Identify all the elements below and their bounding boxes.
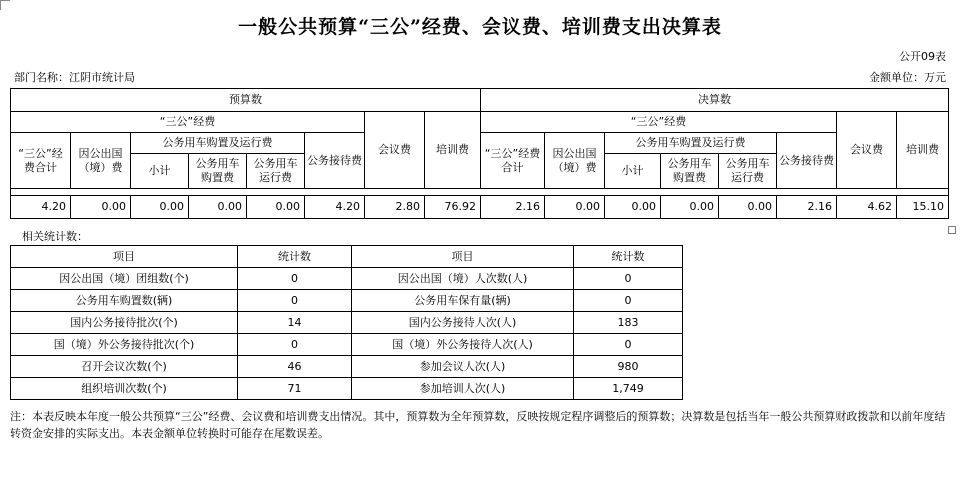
final-vehicle-header: 公务用车购置及运行费 [605,133,777,154]
final-operation-header: 公务用车运行费 [719,154,777,189]
stats-item-header: 项目 [352,246,574,268]
stats-right-value: 980 [574,356,683,378]
budget-operation-header: 公务用车运行费 [247,154,305,189]
final-total-value: 2.16 [481,196,545,219]
stats-right-item: 因公出国（境）人次数(人) [352,268,574,290]
final-subtotal-header: 小计 [605,154,661,189]
stats-left-item: 国内公务接待批次(个) [11,312,238,334]
budget-reception-value: 4.20 [305,196,365,219]
budget-subtotal-header: 小计 [131,154,189,189]
stats-right-item: 国内公务接待人次(人) [352,312,574,334]
final-operation-value: 0.00 [719,196,777,219]
budget-purchase-header: 公务用车购置费 [189,154,247,189]
budget-meeting-header: 会议费 [365,112,425,189]
budget-vehicle-header: 公务用车购置及运行费 [131,133,305,154]
budget-abroad-header: 因公出国（境）费 [71,133,131,189]
stats-left-item: 因公出国（境）团组数(个) [11,268,238,290]
stats-right-item: 公务用车保有量(辆) [352,290,574,312]
budget-training-header: 培训费 [425,112,481,189]
selection-corner-marker [0,0,10,10]
final-total-header: “三公”经费合计 [481,133,545,189]
final-sangong-header: “三公”经费 [481,112,837,133]
budget-sangong-header: “三公”经费 [11,112,365,133]
final-meeting-value: 4.62 [837,196,897,219]
amount-unit: 金额单位：万元 [869,71,946,84]
page-title: 一般公共预算“三公”经费、会议费、培训费支出决算表 [238,16,722,38]
stats-left-item: 组织培训次数(个) [11,378,238,400]
budget-total-value: 4.20 [11,196,71,219]
final-reception-header: 公务接待费 [777,133,837,189]
stats-count-header: 统计数 [574,246,683,268]
final-abroad-header: 因公出国（境）费 [545,133,605,189]
stats-item-header: 项目 [11,246,238,268]
stats-left-value: 71 [238,378,352,400]
budget-subtotal-value: 0.00 [131,196,189,219]
budget-abroad-value: 0.00 [71,196,131,219]
final-purchase-header: 公务用车购置费 [661,154,719,189]
expenditure-table [10,88,949,219]
stats-label: 相关统计数： [22,230,88,243]
budget-meeting-value: 2.80 [365,196,425,219]
stats-left-value: 0 [238,268,352,290]
budget-reception-header: 公务接待费 [305,133,365,189]
budget-training-value: 76.92 [425,196,481,219]
final-meeting-header: 会议费 [837,112,897,189]
stats-right-value: 0 [574,290,683,312]
budget-total-header: “三公”经费合计 [11,133,71,189]
table-row [11,378,683,400]
final-header: 决算数 [481,89,949,112]
header-spacer [11,189,949,196]
resize-handle[interactable] [948,226,956,234]
table-row [11,268,683,290]
stats-left-value: 46 [238,356,352,378]
final-reception-value: 2.16 [777,196,837,219]
footnote: 注：本表反映本年度一般公共预算“三公”经费、会议费和培训费支出情况。其中，预算数为全年预算数，反映按规定程序调整后的预算数；决算数是包括当年一般公共预算财政拨款和以前年度结转资金安排的实际支出。本表金额单位转换时可能存在尾数误差。 [10,410,946,440]
final-training-value: 15.10 [897,196,949,219]
budget-operation-value: 0.00 [247,196,305,219]
stats-left-value: 14 [238,312,352,334]
stats-left-item: 召开会议次数(个) [11,356,238,378]
department-name: 部门名称：江阴市统计局 [14,71,135,84]
table-row [11,356,683,378]
stats-right-value: 0 [574,268,683,290]
stats-table [10,245,683,400]
final-purchase-value: 0.00 [661,196,719,219]
table-row [11,290,683,312]
stats-left-value: 0 [238,334,352,356]
stats-left-item: 公务用车购置数(辆) [11,290,238,312]
value-row [11,196,949,219]
stats-right-value: 0 [574,334,683,356]
final-training-header: 培训费 [897,112,949,189]
stats-left-value: 0 [238,290,352,312]
final-subtotal-value: 0.00 [605,196,661,219]
stats-right-item: 参加培训人次(人) [352,378,574,400]
table-row [11,334,683,356]
stats-right-value: 1,749 [574,378,683,400]
stats-right-value: 183 [574,312,683,334]
budget-purchase-value: 0.00 [189,196,247,219]
stats-right-item: 国（境）外公务接待人次(人) [352,334,574,356]
stats-count-header: 统计数 [238,246,352,268]
table-row [11,312,683,334]
table-code: 公开09表 [899,50,946,63]
final-abroad-value: 0.00 [545,196,605,219]
stats-right-item: 参加会议人次(人) [352,356,574,378]
budget-header: 预算数 [11,89,481,112]
stats-left-item: 国（境）外公务接待批次(个) [11,334,238,356]
